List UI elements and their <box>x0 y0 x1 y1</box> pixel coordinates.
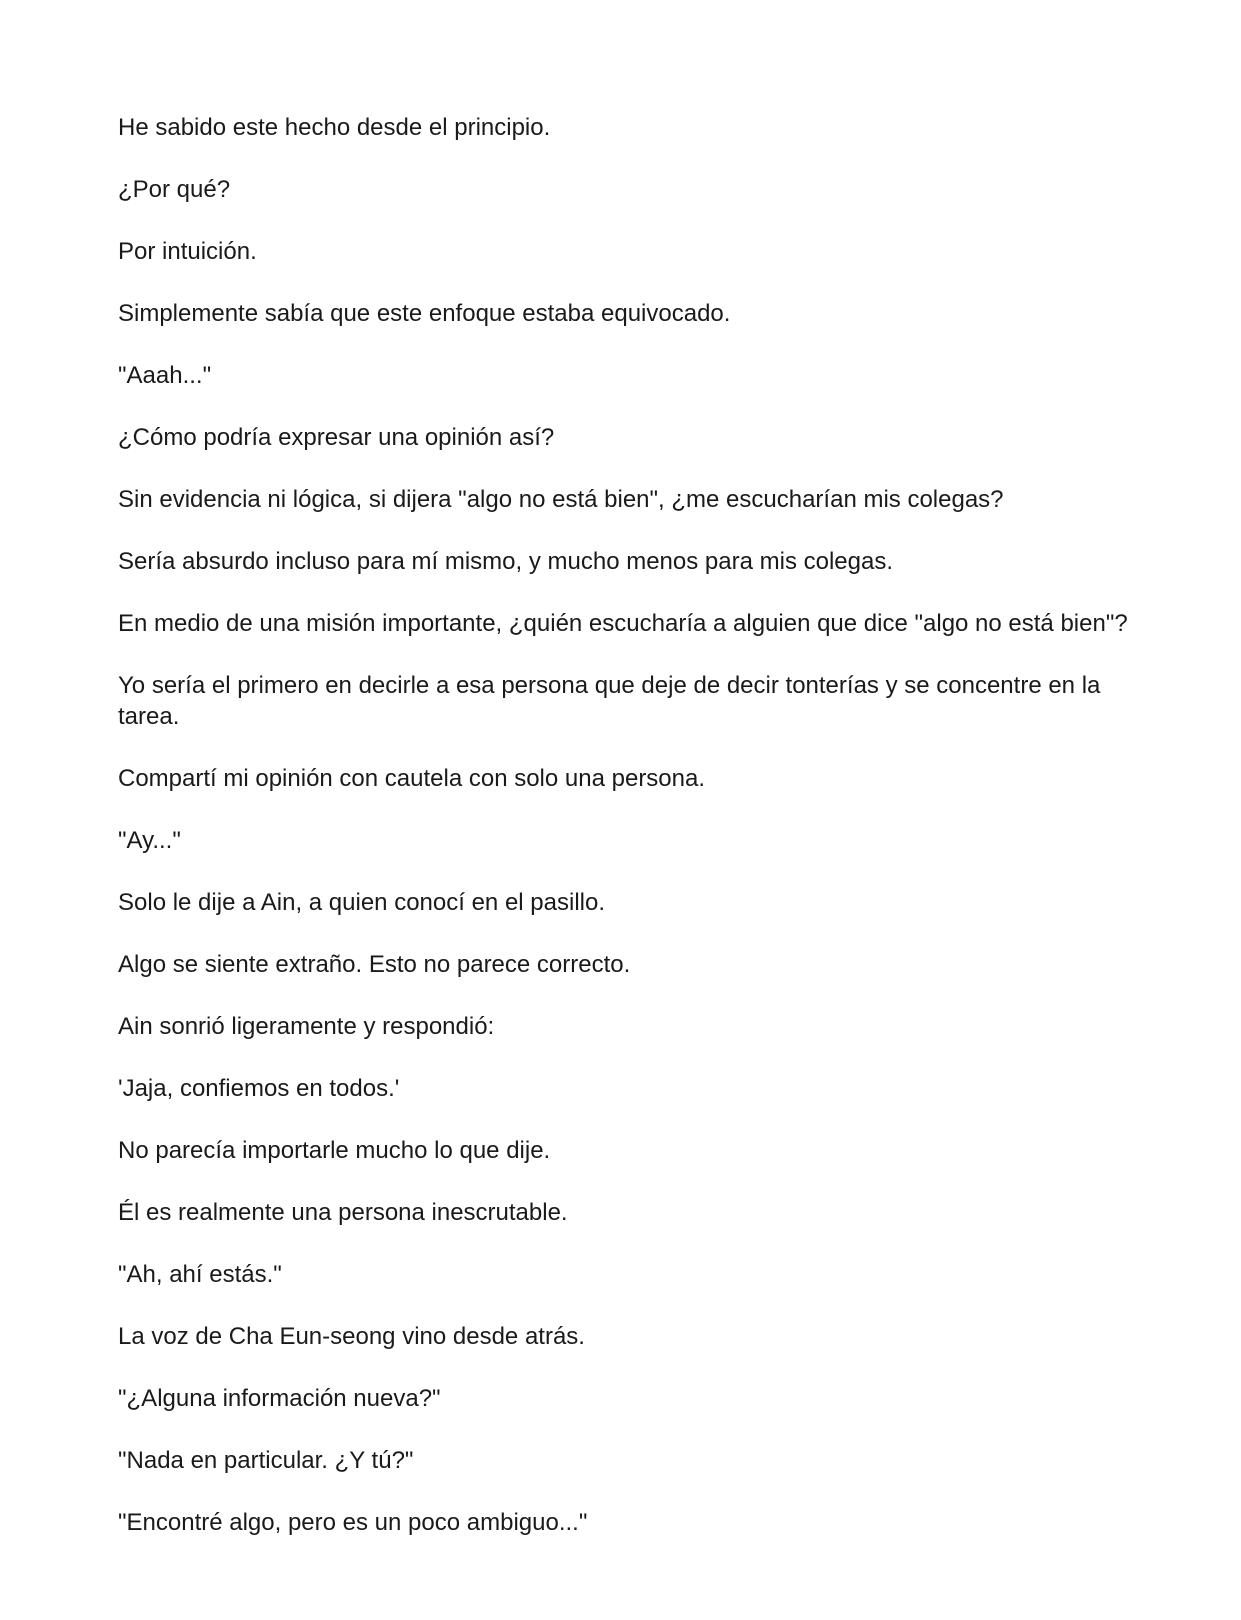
paragraph: ¿Por qué? <box>118 176 231 203</box>
paragraph: "Ah, ahí estás." <box>118 1261 282 1288</box>
paragraph: Compartí mi opinión con cautela con solo una persona. <box>118 765 706 792</box>
paragraph: "Aaah..." <box>118 362 212 389</box>
paragraph: 'Jaja, confiemos en todos.' <box>118 1075 400 1102</box>
paragraph: No parecía importarle mucho lo que dije. <box>118 1137 551 1164</box>
paragraph: He sabido este hecho desde el principio. <box>118 114 551 141</box>
paragraph: "Ay..." <box>118 827 181 854</box>
paragraph: Por intuición. <box>118 238 257 265</box>
paragraph: La voz de Cha Eun-seong vino desde atrás. <box>118 1323 585 1350</box>
paragraph: "Encontré algo, pero es un poco ambiguo..." <box>118 1509 588 1536</box>
paragraph: "Nada en particular. ¿Y tú?" <box>118 1447 414 1474</box>
paragraph: En medio de una misión importante, ¿quién escucharía a alguien que dice "algo no está bien"? <box>118 610 1128 637</box>
paragraph: Sin evidencia ni lógica, si dijera "algo no está bien", ¿me escucharían mis colegas? <box>118 486 1004 513</box>
paragraph: Simplemente sabía que este enfoque estaba equivocado. <box>118 300 731 327</box>
paragraph: Él es realmente una persona inescrutable. <box>118 1199 568 1226</box>
paragraph: Yo sería el primero en decirle a esa persona que deje de decir tonterías y se concentre en la tarea. <box>118 672 1101 730</box>
paragraph: Sería absurdo incluso para mí mismo, y mucho menos para mis colegas. <box>118 548 893 575</box>
paragraph: ¿Cómo podría expresar una opinión así? <box>118 424 555 451</box>
document-body <box>118 112 1138 1569</box>
paragraph: Algo se siente extraño. Esto no parece correcto. <box>118 951 631 978</box>
paragraph: Solo le dije a Ain, a quien conocí en el pasillo. <box>118 889 605 916</box>
paragraph: "¿Alguna información nueva?" <box>118 1385 441 1412</box>
paragraph: Ain sonrió ligeramente y respondió: <box>118 1013 495 1040</box>
